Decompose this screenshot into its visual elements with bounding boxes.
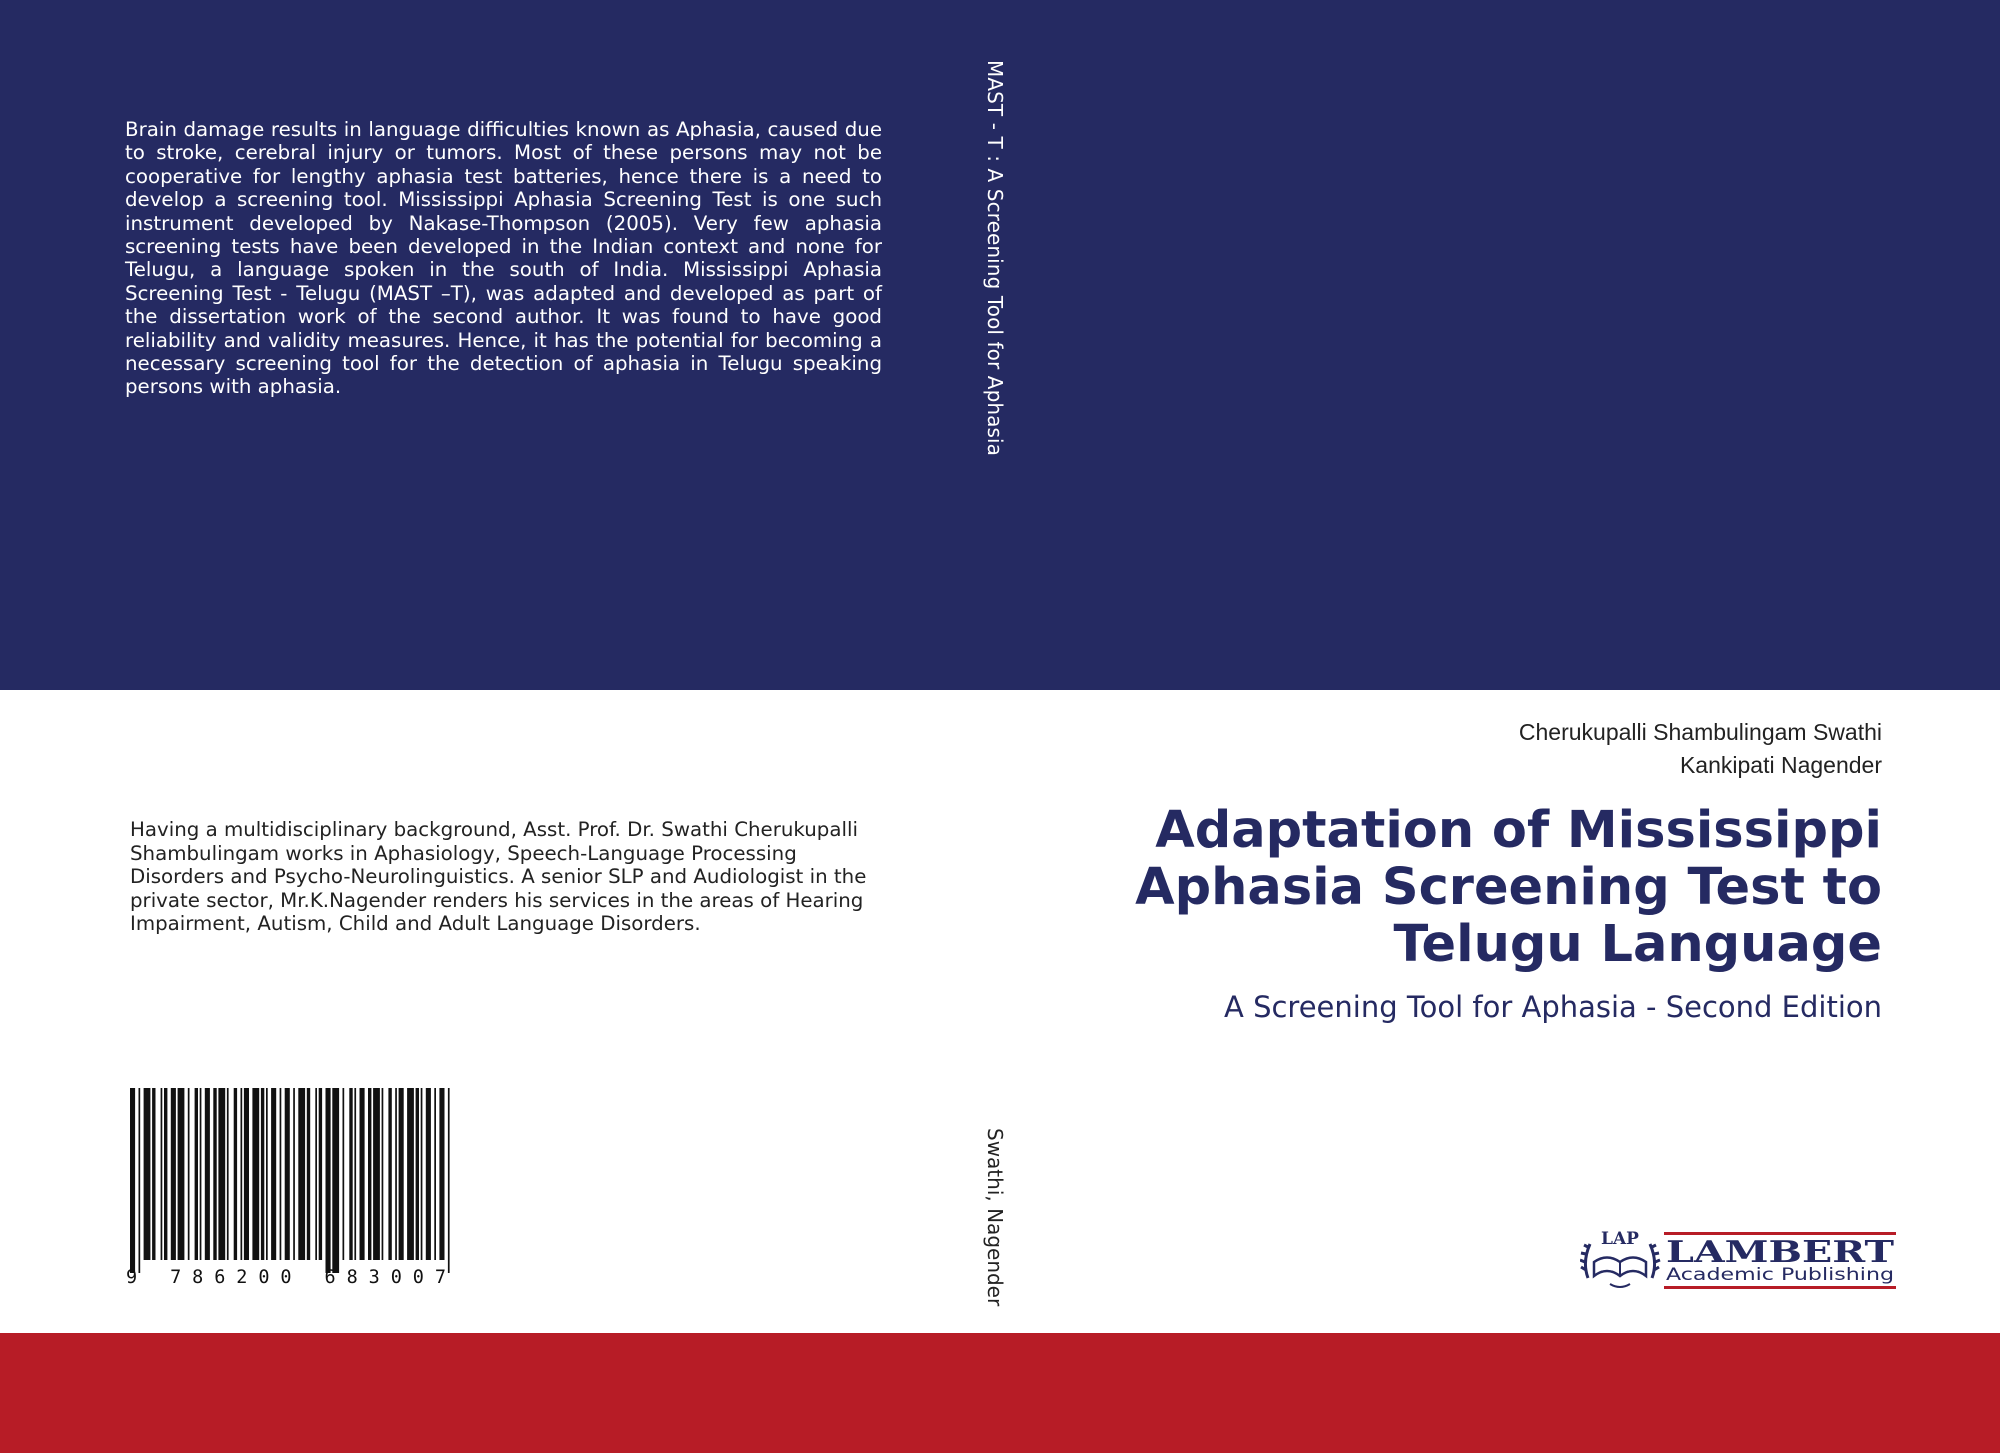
barcode-bar xyxy=(434,1088,436,1260)
barcode-bar xyxy=(130,1088,135,1273)
barcode-bar xyxy=(252,1088,259,1260)
barcode-bar xyxy=(326,1088,331,1273)
barcode-bar xyxy=(171,1088,176,1260)
barcode-bar xyxy=(139,1088,141,1273)
barcode-bar xyxy=(144,1088,151,1260)
barcode-bar xyxy=(152,1088,155,1260)
barcode-bar xyxy=(213,1088,216,1260)
back-cover-blurb: Brain damage results in language difficulties known as Aphasia, caused due to stroke, cerebral injury or tumors. Most of these persons may not be cooperative for lengthy aphasia test batteries, hence there is a need to develop a screening tool. Mississippi Aphasia Screening Test is one such instrument developed by Nakase-Thompson (2005). Very few aphasia screening tests have been developed in the Indian context and none for Telugu, a language spoken in the south of India. Mississippi Aphasia Screening Test - Telugu (MAST –T), was adapted and developed as part of the dissertation work of the second author. It was found to have good reliability and validity measures. Hence, it has the potential for becoming a necessary screening tool for the detection of aphasia in Telugu speaking persons with aphasia. xyxy=(125,118,882,399)
author-name: Cherukupalli Shambulingam Swathi xyxy=(1518,719,1882,745)
barcode-bar xyxy=(368,1088,371,1260)
barcode-bar xyxy=(280,1088,282,1260)
barcode-bar xyxy=(399,1088,404,1260)
isbn-digits: 9 786200 683007 xyxy=(126,1267,446,1288)
book-subtitle: A Screening Tool for Aphasia - Second Edition xyxy=(1224,990,1882,1024)
barcode-bar xyxy=(234,1088,237,1260)
barcode-bar xyxy=(382,1088,384,1260)
barcode-bar xyxy=(164,1088,167,1260)
barcode-bar xyxy=(298,1088,305,1260)
publisher-logo xyxy=(1580,1222,1900,1294)
barcode-bar xyxy=(161,1088,163,1260)
barcode-bar xyxy=(241,1088,243,1260)
barcode-bar xyxy=(178,1088,185,1260)
barcode-bar xyxy=(188,1088,190,1260)
barcode-bar xyxy=(395,1088,397,1260)
barcode-bar xyxy=(319,1088,322,1260)
author-bio: Having a multidisciplinary background, Asst. Prof. Dr. Swathi Cherukupalli Shambulingam works in Aphasiology, Speech-Language Processing Disorders and Psycho-Neurolinguistics. A senior SLP and Audiologist in the private sector, Mr.K.Nagender renders his services in the areas of Hearing Impairment, Autism, Child and Adult Language Disorders. xyxy=(130,818,867,935)
spine-title: MAST - T : A Screening Tool for Aphasia xyxy=(983,60,1007,457)
spine-authors: Swathi, Nagender xyxy=(983,1128,1007,1307)
barcode-bar xyxy=(293,1088,295,1260)
barcode-bar xyxy=(227,1088,229,1260)
barcode-bar xyxy=(416,1088,419,1260)
publisher-tagline: Academic Publishing xyxy=(1666,1265,1894,1285)
barcode-bar xyxy=(354,1088,356,1260)
barcode-bar xyxy=(421,1088,423,1260)
barcode-bar xyxy=(200,1088,202,1260)
barcode-bar xyxy=(373,1088,380,1260)
front-authors xyxy=(1519,716,1882,782)
book-wreath-icon xyxy=(1580,1244,1660,1287)
barcode-bar xyxy=(285,1088,290,1260)
barcode-bar xyxy=(360,1088,365,1260)
isbn-barcode xyxy=(126,1088,456,1288)
barcode-bar xyxy=(244,1088,249,1260)
publisher-name: LAMBERT xyxy=(1666,1235,1895,1270)
barcode-bar xyxy=(426,1088,431,1260)
barcode-bar xyxy=(307,1088,310,1260)
barcode-bars xyxy=(130,1088,450,1273)
barcode-bar xyxy=(448,1088,450,1273)
barcode-bar xyxy=(218,1088,225,1260)
barcode-bar xyxy=(315,1088,317,1260)
barcode-bar xyxy=(195,1088,198,1260)
barcode-bar xyxy=(205,1088,210,1260)
barcode-bar xyxy=(266,1088,268,1260)
red-bottom-band xyxy=(0,1333,2000,1453)
barcode-bar xyxy=(343,1088,345,1260)
barcode-bar xyxy=(439,1088,444,1260)
barcode-bar xyxy=(349,1088,352,1260)
barcode-bar xyxy=(271,1088,276,1260)
barcode-bar xyxy=(388,1088,391,1260)
publisher-badge: LAP xyxy=(1601,1229,1639,1249)
author-name: Kankipati Nagender xyxy=(1679,752,1882,778)
barcode-bar xyxy=(407,1088,414,1260)
barcode-bar xyxy=(261,1088,264,1260)
barcode-bar xyxy=(332,1088,339,1273)
book-title: Adaptation of Mississippi Aphasia Screening Test to Telugu Language xyxy=(1135,801,1882,974)
